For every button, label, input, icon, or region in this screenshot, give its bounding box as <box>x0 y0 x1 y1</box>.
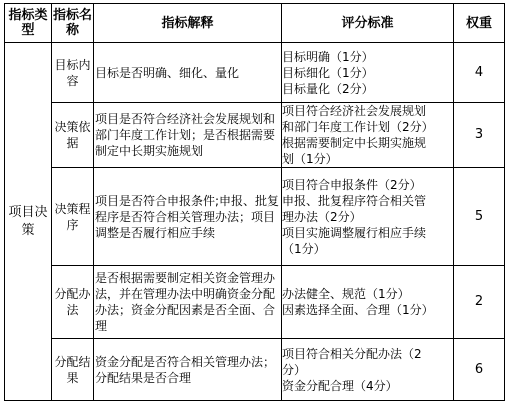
header-criteria: 评分标准 <box>282 4 454 43</box>
criteria-line: 目标明确（1分） <box>282 49 374 64</box>
indicator-explain: 项目是否符合经济社会发展规划和部门年度工作计划；是否根据需要制定中长期实施规划 <box>94 103 282 168</box>
indicator-name: 分配结果 <box>52 339 94 401</box>
header-type: 指标类型 <box>5 4 52 43</box>
indicator-name: 分配办法 <box>52 266 94 339</box>
indicator-weight: 6 <box>454 339 505 401</box>
indicator-weight: 4 <box>454 43 505 103</box>
category-cell: 项目决策 <box>5 43 52 401</box>
indicator-weight: 2 <box>454 266 505 339</box>
criteria-line: 申报、批复程序符合相关管 <box>282 193 427 208</box>
criteria-line: 分） <box>282 362 307 377</box>
indicator-criteria <box>282 103 454 168</box>
table-row <box>5 339 505 401</box>
indicator-criteria <box>282 43 454 103</box>
criteria-line: 办法健全、规范（1分） <box>282 287 410 301</box>
indicator-criteria <box>282 168 454 266</box>
criteria-line: 项目实施调整履行相应手续 <box>282 225 427 240</box>
criteria-line: 项目符合相关分配办法（2 <box>282 346 422 361</box>
criteria-line: 目标量化（2分） <box>282 81 374 96</box>
indicator-criteria <box>282 339 454 401</box>
indicator-explain: 目标是否明确、细化、量化 <box>94 43 282 103</box>
criteria-line: 目标细化（1分） <box>282 65 374 80</box>
header-explain: 指标解释 <box>94 4 282 43</box>
criteria-line: 划（1分） <box>282 152 338 166</box>
table-row <box>5 266 505 339</box>
criteria-line: 资金分配合理（4分） <box>282 378 398 393</box>
criteria-line: 理办法（2分） <box>282 209 362 224</box>
table-row <box>5 103 505 168</box>
indicator-weight: 5 <box>454 168 505 266</box>
header-row <box>5 4 505 43</box>
indicator-explain: 项目是否符合申报条件;申报、批复程序是否符合相关管理办法；项目调整是否履行相应手续 <box>94 168 282 266</box>
table-row <box>5 168 505 266</box>
criteria-line: 根据需要制定中长期实施规 <box>282 136 427 150</box>
criteria-line: 和部门年度工作计划（2分） <box>282 120 434 134</box>
criteria-line: 项目符合申报条件（2分） <box>282 177 422 192</box>
indicator-criteria <box>282 266 454 339</box>
indicator-name: 目标内容 <box>52 43 94 103</box>
criteria-line: 项目符合经济社会发展规划 <box>282 104 427 118</box>
criteria-line: （1分） <box>282 241 326 256</box>
criteria-line: 因素选择全面、合理（1分） <box>282 303 434 317</box>
header-weight: 权重 <box>454 4 505 43</box>
indicator-weight: 3 <box>454 103 505 168</box>
table-row <box>5 43 505 103</box>
indicator-explain: 资金分配是否符合相关管理办法；分配结果是否合理 <box>94 339 282 401</box>
evaluation-table <box>4 3 505 401</box>
indicator-explain: 是否根据需要制定相关资金管理办法，并在管理办法中明确资金分配办法；资金分配因素是否全面、合理 <box>94 266 282 339</box>
header-name: 指标名称 <box>52 4 94 43</box>
indicator-name: 决策程序 <box>52 168 94 266</box>
indicator-name: 决策依据 <box>52 103 94 168</box>
